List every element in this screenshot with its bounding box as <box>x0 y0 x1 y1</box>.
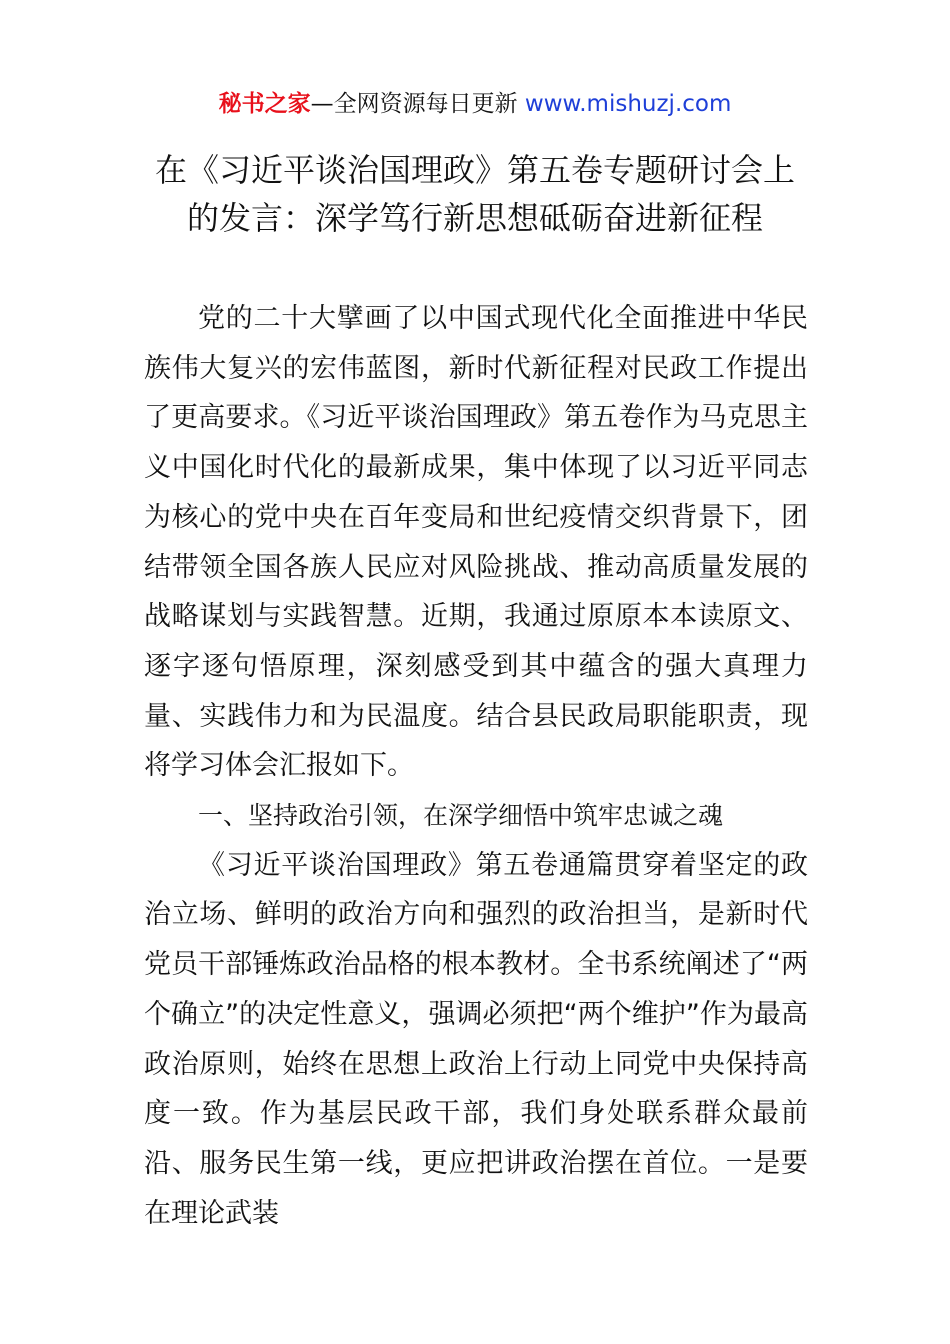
title-line-1: 在《习近平谈治国理政》第五卷专题研讨会上 <box>154 151 795 189</box>
site-url: www.mishuzj.com <box>524 91 732 117</box>
title-line-2: 的发言：深学笃行新思想砥砺奋进新征程 <box>186 199 763 237</box>
document-body <box>144 294 808 1238</box>
brand-name: 秘书之家 <box>218 91 311 117</box>
paragraph-section-1: 《习近平谈治国理政》第五卷通篇贯穿着坚定的政治立场、鲜明的政治方向和强烈的政治担当，是新时代党员干部锤炼政治品格的根本教材。全书系统阐述了“两个确立”的决定性意义，强调必须把“两个维护”作为最高政治原则，始终在思想上政治上行动上同党中央保持高度一致。作为基层民政干部，我们身处联系群众最前沿、服务民生第一线，更应把讲政治摆在首位。一是要在理论武装 <box>144 849 808 1229</box>
section-heading-1: 一、坚持政治引领，在深学细悟中筑牢忠诚之魂 <box>198 801 724 831</box>
header-slogan: —全网资源每日更新 <box>310 91 518 117</box>
document-title <box>100 146 850 242</box>
site-header <box>0 86 950 122</box>
paragraph-intro: 党的二十大擘画了以中国式现代化全面推进中华民族伟大复兴的宏伟蓝图，新时代新征程对民政工作提出了更高要求。《习近平谈治国理政》第五卷作为马克思主义中国化时代化的最新成果，集中体现了以习近平同志为核心的党中央在百年变局和世纪疫情交织背景下，团结带领全国各族人民应对风险挑战、推动高质量发展的战略谋划与实践智慧。近期，我通过原原本本读原文、逐字逐句悟原理，深刻感受到其中蕴含的强大真理力量、实践伟力和为民温度。结合县民政局职能职责，现将学习体会汇报如下。 <box>144 303 808 782</box>
